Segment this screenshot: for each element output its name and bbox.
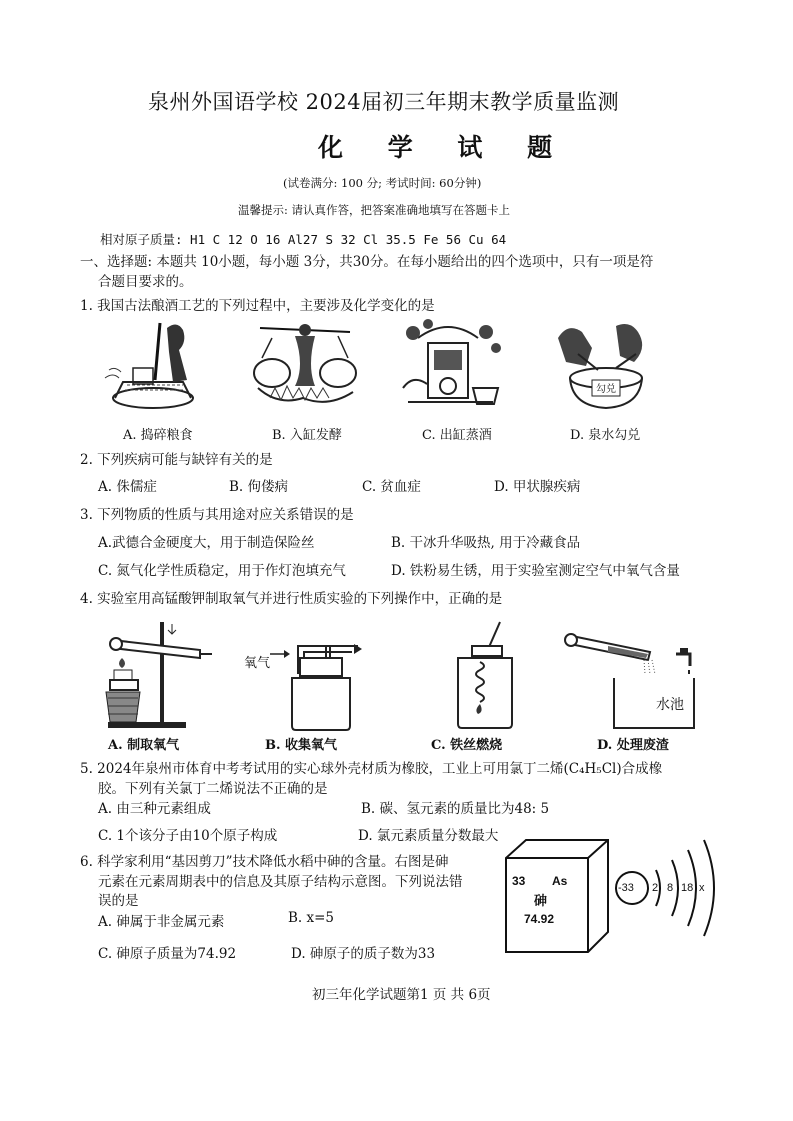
q6-element-symbol: As	[552, 874, 568, 888]
q4-option-c: C. 铁丝燃烧	[431, 738, 503, 753]
q1-figure-a-pounding	[105, 318, 215, 416]
q6-stem-line3: 误的是	[98, 893, 139, 909]
q5-option-a: A. 由三种元素组成	[98, 801, 211, 817]
q3-option-b: B. 干冰升华吸热, 用于冷藏食品	[391, 535, 581, 551]
q6-atom-shell-1: 2	[652, 882, 659, 894]
q5-stem-line2: 胶。下列有关氯丁二烯说法不正确的是	[98, 781, 328, 797]
q6-stem-line2: 元素在元素周期表中的信息及其原子结构示意图。下列说法错	[98, 874, 463, 890]
q6-option-d: D. 砷原子的质子数为33	[291, 946, 436, 962]
q6-option-c: C. 砷原子质量为74.92	[98, 946, 237, 962]
exam-info: (试卷满分: 100 分; 考试时间: 60分钟)	[283, 176, 482, 190]
q1-option-d: D. 泉水勾兑	[570, 428, 641, 443]
q2-option-c: C. 贫血症	[362, 479, 421, 495]
q6-option-b: B. x=5	[288, 910, 335, 926]
q3-stem: 3. 下列物质的性质与其用途对应关系错误的是	[80, 507, 354, 523]
q6-element-name: 砷	[534, 894, 548, 909]
q5-option-b: B. 碳、氢元素的质量比为48: 5	[361, 801, 550, 817]
q6-stem-line1: 6. 科学家利用“基因剪刀”技术降低水稻中砷的含量。右图是砷	[80, 854, 449, 870]
school-title: 泉州外国语学校 2024届初三年期末教学质量监测	[148, 90, 620, 114]
q2-stem: 2. 下列疾病可能与缺锌有关的是	[80, 452, 273, 468]
q6-atom-nucleus: -33	[618, 882, 634, 894]
q1-option-b: B. 入缸发酵	[272, 428, 342, 443]
section1-line1: 一、选择题: 本题共 10小题，每小题 3分，共30分。在每小题给出的四个选项中，只有一项是符	[80, 254, 654, 270]
reminder: 温馨提示: 请认真作答，把答案准确地填写在答题卡上	[238, 203, 511, 217]
q6-atom-shell-3: 18	[681, 882, 694, 894]
q6-element-number: 33	[512, 874, 526, 888]
q1-figure-c-distilling	[398, 318, 508, 416]
subject-title: 化 学 试 题	[318, 133, 571, 162]
section1-line2: 合题目要求的。	[98, 274, 193, 290]
q4-option-a: A. 制取氧气	[108, 738, 180, 753]
q5-option-c: C. 1个该分子由10个原子构成	[98, 828, 278, 844]
q4-pool-label: 水池	[656, 697, 684, 713]
q1-option-a: A. 捣碎粮食	[123, 428, 193, 443]
q6-atom-shell-4: x	[699, 882, 705, 894]
q5-stem-line1: 5. 2024年泉州市体育中考考试用的实心球外壳材质为橡胶，工业上可用氯丁二烯(C₄H₅Cl)合成橡	[80, 761, 663, 777]
q6-element-tile	[502, 836, 612, 956]
q4-figure-b-gas-collection	[270, 634, 370, 730]
q3-option-a: A.武德合金硬度大，用于制造保险丝	[98, 535, 315, 551]
q6-atom-shell-2: 8	[667, 882, 674, 894]
q1-option-c: C. 出缸蒸酒	[422, 428, 492, 443]
q3-option-d: D. 铁粉易生锈，用于实验室测定空气中氧气含量	[391, 563, 680, 579]
q4-stem: 4. 实验室用高锰酸钾制取氧气并进行性质实验的下列操作中，正确的是	[80, 591, 503, 607]
q1-stem: 1. 我国古法酿酒工艺的下列过程中，主要涉及化学变化的是	[80, 298, 435, 314]
q4-figure-a-heating-apparatus	[100, 618, 220, 730]
q6-option-a: A. 砷属于非金属元素	[98, 914, 225, 930]
q5-option-d: D. 氯元素质量分数最大	[358, 828, 499, 844]
q4-option-b: B. 收集氧气	[265, 738, 338, 753]
q4-gas-label: 氧气	[244, 656, 271, 671]
atomic-mass-line: 相对原子质量: H1 C 12 O 16 Al27 S 32 Cl 35.5 Fe 56 Cu 64	[100, 232, 507, 247]
q3-option-c: C. 氮气化学性质稳定，用于作灯泡填充气	[98, 563, 346, 579]
q1-figure-b-fermenting	[250, 318, 360, 416]
q4-figure-d-waste-disposal	[558, 630, 708, 732]
page-footer: 初三年化学试题第1 页 共 6页	[312, 987, 491, 1003]
q4-option-d: D. 处理废渣	[597, 738, 669, 753]
q2-option-d: D. 甲状腺疾病	[494, 479, 581, 495]
q2-option-b: B. 佝偻病	[229, 479, 289, 495]
q2-option-a: A. 侏儒症	[98, 479, 157, 495]
q6-element-mass: 74.92	[524, 912, 555, 926]
q4-figure-c-iron-burning	[450, 620, 520, 730]
q1-figure-d-blending	[548, 318, 658, 416]
q1-vat-label: 勾兑	[596, 384, 616, 395]
